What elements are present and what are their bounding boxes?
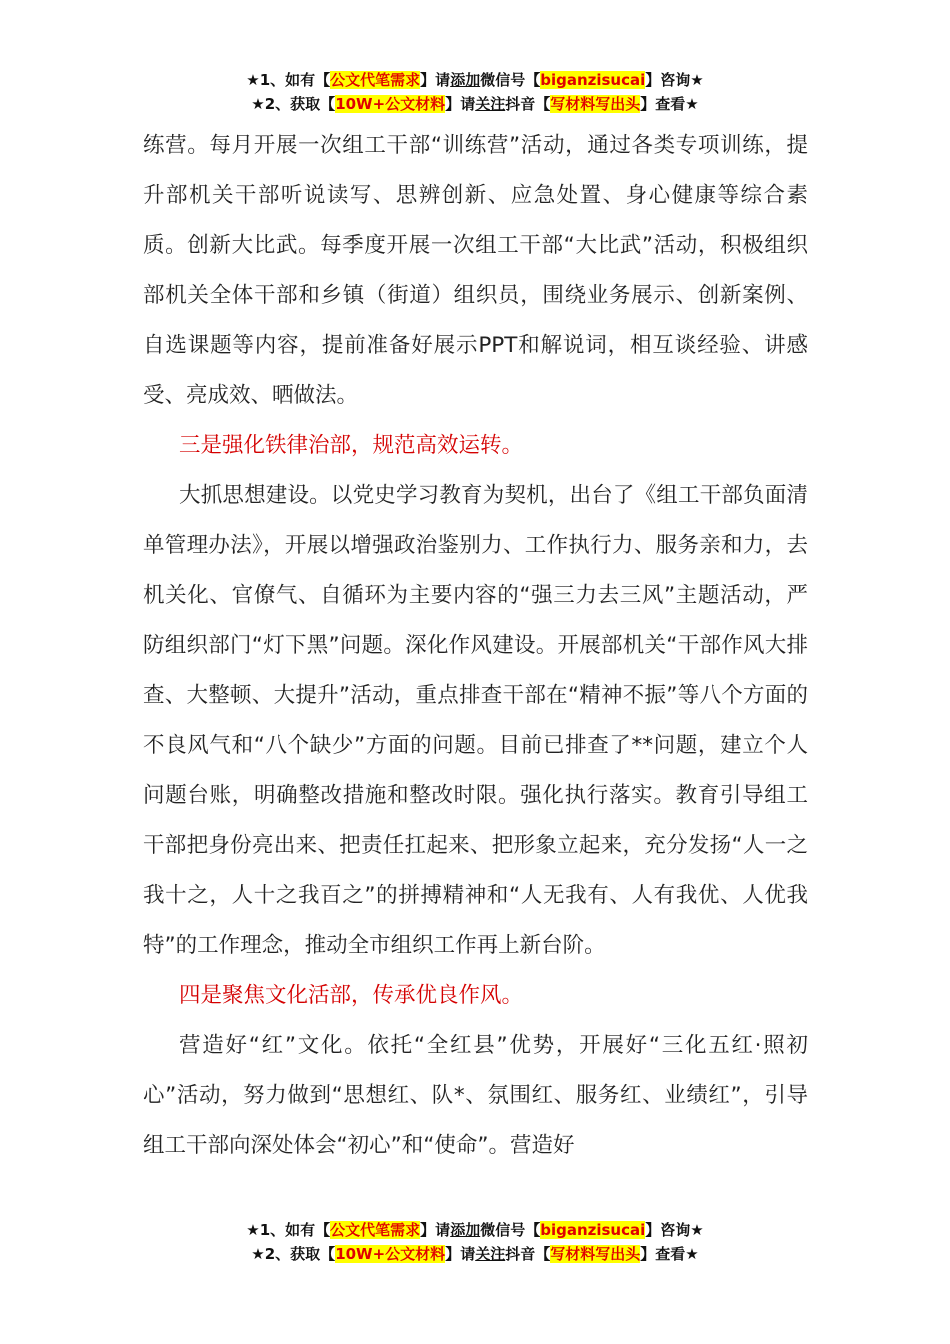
promo-highlight: biganzisucai: [540, 71, 646, 89]
section-heading: 三是强化铁律治部，规范高效运转。: [179, 433, 524, 458]
promo-line-1: [0, 1218, 950, 1242]
promo-text: ★2、获取【: [251, 1245, 336, 1263]
promo-text: 微信号【: [480, 71, 541, 89]
promo-emphasis: 添加: [450, 71, 481, 89]
promo-text: 】请: [420, 71, 451, 89]
body-paragraph: 营造好“红”文化。依托“全红县”优势，开展好“三化五红·照初心”活动，努力做到“思想红、队*、氛围红、服务红、业绩红”，引导组工干部向深处体会“初心”和“使命”。营造好: [143, 1033, 808, 1158]
promo-highlight: 10W+公文材料: [335, 1245, 446, 1263]
promo-text: ★2、获取【: [251, 95, 336, 113]
document-body: [143, 121, 808, 1171]
promo-text: 】请: [445, 95, 476, 113]
promo-emphasis: 添加: [450, 1221, 481, 1239]
promo-text: 】查看★: [640, 95, 699, 113]
promo-text: 】请: [445, 1245, 476, 1263]
promo-text: ★1、如有【: [246, 1221, 331, 1239]
promo-text: 抖音【: [505, 95, 551, 113]
promo-banner-top: [0, 68, 950, 116]
promo-highlight: 写材料写出头: [550, 1245, 641, 1263]
promo-line-1: [0, 68, 950, 92]
promo-highlight: 公文代笔需求: [330, 71, 421, 89]
body-paragraph: 练营。每月开展一次组工干部“训练营”活动，通过各类专项训练，提升部机关干部听说读写、思辨创新、应急处置、身心健康等综合素质。创新大比武。每季度开展一次组工干部“大比武”活动，积极组织部机关全体干部和乡镇（街道）组织员，围绕业务展示、创新案例、自选课题等内容，提前准备好展示PPT和解说词，相互谈经验、讲感受、亮成效、晒做法。: [143, 133, 808, 408]
promo-highlight: 写材料写出头: [550, 95, 641, 113]
promo-highlight: 公文代笔需求: [330, 1221, 421, 1239]
promo-line-2: [0, 92, 950, 116]
promo-emphasis: 关注: [475, 1245, 506, 1263]
body-paragraph: 大抓思想建设。以党史学习教育为契机，出台了《组工干部负面清单管理办法》，开展以增强政治鉴别力、工作执行力、服务亲和力，去机关化、官僚气、自循环为主要内容的“强三力去三风”主题活动，严防组织部门“灯下黑”问题。深化作风建设。开展部机关“干部作风大排查、大整顿、大提升”活动，重点排查干部在“精神不振”等八个方面的不良风气和“八个缺少”方面的问题。目前已排查了**问题，建立个人问题台账，明确整改措施和整改时限。强化执行落实。教育引导组工干部把身份亮出来、把责任扛起来、把形象立起来，充分发扬“人一之我十之，人十之我百之”的拼搏精神和“人无我有、人有我优、人优我特”的工作理念，推动全市组织工作再上新台阶。: [143, 483, 808, 958]
promo-text: ★1、如有【: [246, 71, 331, 89]
promo-text: 】请: [420, 1221, 451, 1239]
promo-banner-bottom: [0, 1218, 950, 1266]
promo-highlight: biganzisucai: [540, 1221, 646, 1239]
promo-text: 抖音【: [505, 1245, 551, 1263]
promo-text: 】咨询★: [645, 71, 704, 89]
promo-text: 】查看★: [640, 1245, 699, 1263]
section-heading: 四是聚焦文化活部，传承优良作风。: [179, 983, 524, 1008]
promo-emphasis: 关注: [475, 95, 506, 113]
promo-text: 】咨询★: [645, 1221, 704, 1239]
promo-highlight: 10W+公文材料: [335, 95, 446, 113]
promo-text: 微信号【: [480, 1221, 541, 1239]
promo-line-2: [0, 1242, 950, 1266]
